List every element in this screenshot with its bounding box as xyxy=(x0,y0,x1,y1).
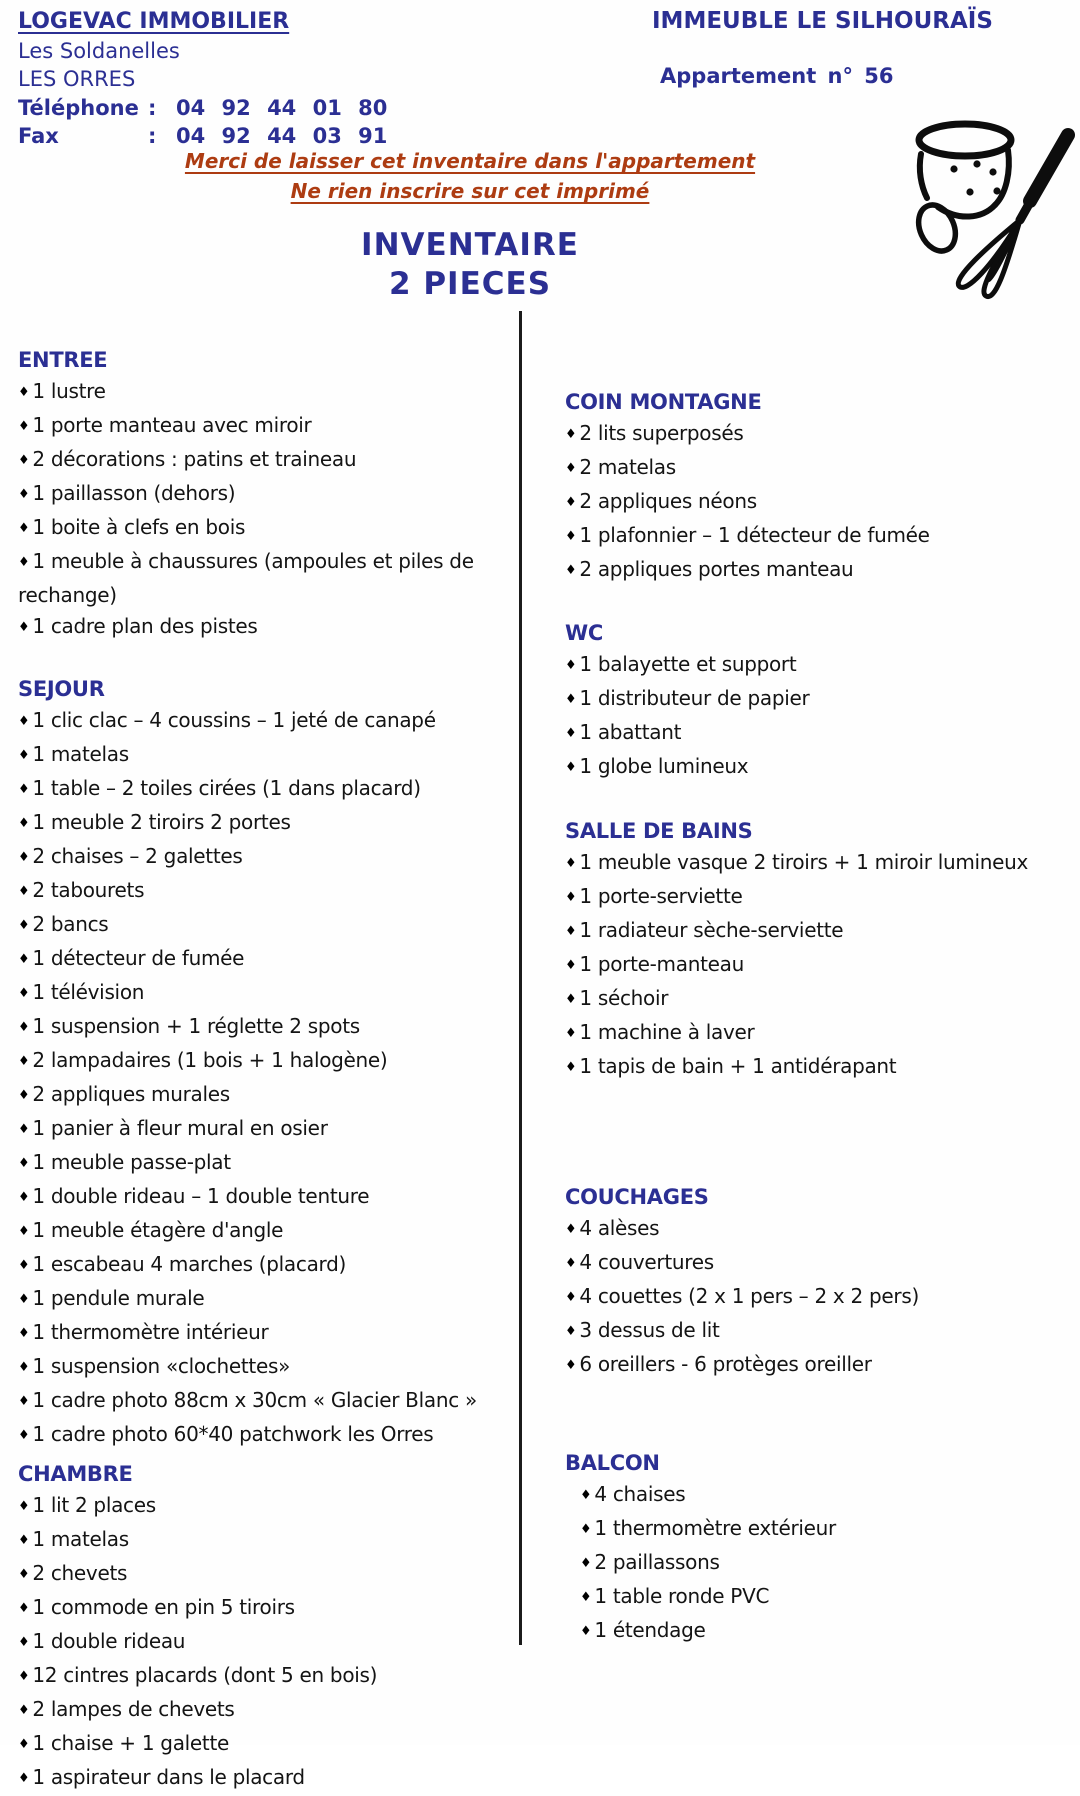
item-text: 1 lustre xyxy=(32,379,106,403)
section-couchages xyxy=(565,1182,1070,1383)
inventory-item xyxy=(565,949,1070,983)
item-text: 2 paillassons xyxy=(594,1550,720,1574)
item-text: 1 plafonnier – 1 détecteur de fumée xyxy=(579,523,930,547)
diamond-bullet-icon: ♦ xyxy=(565,1026,577,1041)
item-text: 1 distributeur de papier xyxy=(579,686,810,710)
diamond-bullet-icon: ♦ xyxy=(565,1358,577,1373)
item-text: 1 meuble étagère d'angle xyxy=(32,1218,284,1242)
diamond-bullet-icon: ♦ xyxy=(18,1156,30,1171)
item-text: 1 pendule murale xyxy=(32,1286,205,1310)
inventory-item xyxy=(565,751,1070,785)
diamond-bullet-icon: ♦ xyxy=(565,495,577,510)
diamond-bullet-icon: ♦ xyxy=(18,816,30,831)
inventory-item xyxy=(18,1181,518,1215)
diamond-bullet-icon: ♦ xyxy=(18,986,30,1001)
inventory-item xyxy=(565,418,1070,452)
item-text: 1 thermomètre intérieur xyxy=(32,1320,269,1344)
item-text: 1 double rideau – 1 double tenture xyxy=(32,1184,370,1208)
diamond-bullet-icon: ♦ xyxy=(565,856,577,871)
item-text: 1 table – 2 toiles cirées (1 dans placard) xyxy=(32,776,421,800)
diamond-bullet-icon: ♦ xyxy=(18,1703,30,1718)
notice-line-2: Ne rien inscrire sur cet imprimé xyxy=(290,179,650,203)
diamond-bullet-icon: ♦ xyxy=(565,563,577,578)
inventory-item xyxy=(565,1213,1070,1247)
diamond-bullet-icon: ♦ xyxy=(565,958,577,973)
notice-block xyxy=(0,146,940,206)
inventory-item xyxy=(18,1626,518,1660)
item-text: 1 paillasson (dehors) xyxy=(32,481,236,505)
diamond-bullet-icon: ♦ xyxy=(565,1222,577,1237)
residence-name: Les Soldanelles xyxy=(18,38,180,63)
diamond-bullet-icon: ♦ xyxy=(565,427,577,442)
item-text: 2 lits superposés xyxy=(579,421,744,445)
column-divider xyxy=(519,311,522,1645)
section-header-entree: ENTREE xyxy=(18,348,108,372)
city-name: LES ORRES xyxy=(18,67,136,91)
item-text: 2 décorations : patins et traineau xyxy=(32,447,357,471)
diamond-bullet-icon: ♦ xyxy=(18,1122,30,1137)
inventory-item xyxy=(18,1592,518,1626)
inventory-item xyxy=(565,520,1070,554)
diamond-bullet-icon: ♦ xyxy=(18,1292,30,1307)
diamond-bullet-icon: ♦ xyxy=(18,1771,30,1786)
diamond-bullet-icon: ♦ xyxy=(565,1324,577,1339)
diamond-bullet-icon: ♦ xyxy=(18,850,30,865)
inventory-item xyxy=(18,739,518,773)
inventory-item xyxy=(18,546,518,611)
item-text: 1 meuble passe-plat xyxy=(32,1150,231,1174)
inventory-item xyxy=(565,847,1070,881)
left-column xyxy=(18,345,518,1796)
item-text: 1 panier à fleur mural en osier xyxy=(32,1116,328,1140)
item-text: 1 meuble vasque 2 tiroirs + 1 miroir lumineux xyxy=(579,850,1029,874)
inventory-item xyxy=(565,983,1070,1017)
inventory-item xyxy=(565,1247,1070,1281)
inventory-item xyxy=(18,807,518,841)
item-text: 1 matelas xyxy=(32,742,129,766)
diamond-bullet-icon: ♦ xyxy=(565,726,577,741)
diamond-bullet-icon: ♦ xyxy=(565,1060,577,1075)
item-text: 4 chaises xyxy=(594,1482,686,1506)
diamond-bullet-icon: ♦ xyxy=(18,1669,30,1684)
section-header-salle-de-bains: SALLE DE BAINS xyxy=(565,819,753,843)
diamond-bullet-icon: ♦ xyxy=(565,760,577,775)
diamond-bullet-icon: ♦ xyxy=(18,782,30,797)
item-text: 1 tapis de bain + 1 antidérapant xyxy=(579,1054,897,1078)
diamond-bullet-icon: ♦ xyxy=(18,1054,30,1069)
inventory-item xyxy=(18,943,518,977)
inventory-item xyxy=(18,478,518,512)
item-text: 2 chevets xyxy=(32,1561,128,1585)
item-text: 1 meuble 2 tiroirs 2 portes xyxy=(32,810,291,834)
diamond-bullet-icon: ♦ xyxy=(580,1488,592,1503)
phone-row xyxy=(18,94,387,123)
diamond-bullet-icon: ♦ xyxy=(18,1258,30,1273)
inventory-item xyxy=(18,410,518,444)
diamond-bullet-icon: ♦ xyxy=(18,1326,30,1341)
inventory-item xyxy=(18,1283,518,1317)
diamond-bullet-icon: ♦ xyxy=(18,1737,30,1752)
item-text: 1 radiateur sèche-serviette xyxy=(579,918,844,942)
document-title-line1: INVENTAIRE xyxy=(361,227,579,263)
item-text: 6 oreillers - 6 protèges oreiller xyxy=(579,1352,872,1376)
item-text: 1 porte manteau avec miroir xyxy=(32,413,312,437)
diamond-bullet-icon: ♦ xyxy=(18,714,30,729)
item-text: 2 lampadaires (1 bois + 1 halogène) xyxy=(32,1048,388,1072)
item-text: 2 matelas xyxy=(579,455,676,479)
diamond-bullet-icon: ♦ xyxy=(18,918,30,933)
section-sejour xyxy=(18,674,518,1453)
inventory-item xyxy=(18,1762,518,1796)
diamond-bullet-icon: ♦ xyxy=(565,890,577,905)
diamond-bullet-icon: ♦ xyxy=(18,1360,30,1375)
diamond-bullet-icon: ♦ xyxy=(18,1601,30,1616)
diamond-bullet-icon: ♦ xyxy=(18,1428,30,1443)
diamond-bullet-icon: ♦ xyxy=(565,1256,577,1271)
inventory-item xyxy=(565,1615,1070,1649)
diamond-bullet-icon: ♦ xyxy=(565,1290,577,1305)
inventory-item xyxy=(18,1215,518,1249)
inventory-item xyxy=(565,649,1070,683)
apartment-number: Appartement n° 56 xyxy=(660,64,894,88)
inventory-item xyxy=(18,1419,518,1453)
item-text: 1 chaise + 1 galette xyxy=(32,1731,230,1755)
inventory-item xyxy=(18,1351,518,1385)
item-text: 2 chaises – 2 galettes xyxy=(32,844,243,868)
inventory-item xyxy=(565,1581,1070,1615)
item-text: 1 table ronde PVC xyxy=(594,1584,770,1608)
inventory-item xyxy=(18,444,518,478)
item-text: 1 thermomètre extérieur xyxy=(594,1516,836,1540)
inventory-item xyxy=(565,881,1070,915)
agency-header-block xyxy=(18,8,387,151)
inventory-item xyxy=(18,1079,518,1113)
item-text: 1 détecteur de fumée xyxy=(32,946,245,970)
inventory-item xyxy=(565,1513,1070,1547)
inventory-item xyxy=(18,1660,518,1694)
diamond-bullet-icon: ♦ xyxy=(18,952,30,967)
inventory-item xyxy=(565,554,1070,588)
item-text: 1 cadre plan des pistes xyxy=(32,614,258,638)
diamond-bullet-icon: ♦ xyxy=(18,1020,30,1035)
item-text: 2 appliques murales xyxy=(32,1082,230,1106)
inventory-item xyxy=(565,1547,1070,1581)
diamond-bullet-icon: ♦ xyxy=(18,1635,30,1650)
inventory-item xyxy=(18,1045,518,1079)
diamond-bullet-icon: ♦ xyxy=(18,1567,30,1582)
inventory-item xyxy=(18,705,518,739)
item-text: 1 commode en pin 5 tiroirs xyxy=(32,1595,295,1619)
inventory-item xyxy=(18,1317,518,1351)
document-title xyxy=(0,226,940,304)
inventory-item xyxy=(18,1011,518,1045)
fax-colon: : xyxy=(148,124,157,148)
diamond-bullet-icon: ♦ xyxy=(580,1624,592,1639)
diamond-bullet-icon: ♦ xyxy=(565,461,577,476)
inventory-item xyxy=(565,1051,1070,1085)
item-text: 1 télévision xyxy=(32,980,145,1004)
item-text: 1 lit 2 places xyxy=(32,1493,156,1517)
inventory-item xyxy=(18,1147,518,1181)
diamond-bullet-icon: ♦ xyxy=(18,1533,30,1548)
item-text: 1 clic clac – 4 coussins – 1 jeté de canapé xyxy=(32,708,436,732)
inventory-item xyxy=(18,1558,518,1592)
section-coin-montagne xyxy=(565,387,1070,588)
diamond-bullet-icon: ♦ xyxy=(18,555,30,570)
item-text: 1 porte-manteau xyxy=(579,952,744,976)
item-text: 1 porte-serviette xyxy=(579,884,743,908)
inventory-item xyxy=(18,611,518,645)
diamond-bullet-icon: ♦ xyxy=(18,453,30,468)
inventory-item xyxy=(18,909,518,943)
item-text: 4 alèses xyxy=(579,1216,660,1240)
inventory-item xyxy=(565,486,1070,520)
item-text: 1 meuble à chaussures (ampoules et piles de rechange) xyxy=(18,549,474,607)
diamond-bullet-icon: ♦ xyxy=(565,992,577,1007)
inventory-item xyxy=(18,875,518,909)
section-header-couchages: COUCHAGES xyxy=(565,1185,709,1209)
item-text: 1 globe lumineux xyxy=(579,754,749,778)
item-text: 1 suspension + 1 réglette 2 spots xyxy=(32,1014,360,1038)
item-text: 4 couettes (2 x 1 pers – 2 x 2 pers) xyxy=(579,1284,919,1308)
item-text: 2 appliques néons xyxy=(579,489,757,513)
item-text: 1 boite à clefs en bois xyxy=(32,515,246,539)
diamond-bullet-icon: ♦ xyxy=(18,419,30,434)
inventory-item xyxy=(565,1281,1070,1315)
inventory-item xyxy=(18,1113,518,1147)
inventory-item xyxy=(565,717,1070,751)
diamond-bullet-icon: ♦ xyxy=(580,1590,592,1605)
item-text: 2 appliques portes manteau xyxy=(579,557,854,581)
section-entree xyxy=(18,345,518,645)
inventory-item xyxy=(565,1315,1070,1349)
item-text: 1 cadre photo 60*40 patchwork les Orres xyxy=(32,1422,434,1446)
inventory-item xyxy=(18,841,518,875)
diamond-bullet-icon: ♦ xyxy=(565,529,577,544)
item-text: 1 étendage xyxy=(594,1618,706,1642)
notice-line-1: Merci de laisser cet inventaire dans l'appartement xyxy=(184,149,756,173)
section-header-sejour: SEJOUR xyxy=(18,677,105,701)
item-text: 1 aspirateur dans le placard xyxy=(32,1765,305,1789)
fax-number: 04 92 44 03 91 xyxy=(176,124,388,148)
item-text: 1 balayette et support xyxy=(579,652,797,676)
diamond-bullet-icon: ♦ xyxy=(18,1088,30,1103)
inventory-item xyxy=(565,452,1070,486)
diamond-bullet-icon: ♦ xyxy=(18,1190,30,1205)
item-text: 1 abattant xyxy=(579,720,682,744)
inventory-item xyxy=(18,1249,518,1283)
item-text: 1 cadre photo 88cm x 30cm « Glacier Blanc » xyxy=(32,1388,477,1412)
diamond-bullet-icon: ♦ xyxy=(18,1499,30,1514)
diamond-bullet-icon: ♦ xyxy=(18,487,30,502)
inventory-item xyxy=(18,1524,518,1558)
document-title-line2: 2 PIECES xyxy=(388,266,552,302)
inventory-item xyxy=(18,376,518,410)
diamond-bullet-icon: ♦ xyxy=(18,1394,30,1409)
inventory-item xyxy=(565,915,1070,949)
building-name: IMMEUBLE LE SILHOURAÏS xyxy=(652,8,993,34)
diamond-bullet-icon: ♦ xyxy=(18,1224,30,1239)
item-text: 1 machine à laver xyxy=(579,1020,755,1044)
diamond-bullet-icon: ♦ xyxy=(565,924,577,939)
inventory-item xyxy=(565,683,1070,717)
inventory-item xyxy=(18,1385,518,1419)
inventory-item xyxy=(565,1349,1070,1383)
diamond-bullet-icon: ♦ xyxy=(18,521,30,536)
diamond-bullet-icon: ♦ xyxy=(18,620,30,635)
item-text: 3 dessus de lit xyxy=(579,1318,720,1342)
item-text: 1 suspension «clochettes» xyxy=(32,1354,291,1378)
fax-label: Fax xyxy=(18,124,59,148)
item-text: 12 cintres placards (dont 5 en bois) xyxy=(32,1663,378,1687)
section-header-wc: WC xyxy=(565,621,603,645)
item-text: 2 lampes de chevets xyxy=(32,1697,235,1721)
inventory-item xyxy=(18,977,518,1011)
section-chambre xyxy=(18,1459,518,1796)
item-text: 1 séchoir xyxy=(579,986,669,1010)
phone-label: Téléphone xyxy=(18,95,139,120)
right-column xyxy=(565,345,1070,1649)
diamond-bullet-icon: ♦ xyxy=(565,692,577,707)
section-header-balcon: BALCON xyxy=(565,1451,660,1475)
item-text: 1 matelas xyxy=(32,1527,129,1551)
diamond-bullet-icon: ♦ xyxy=(18,748,30,763)
agency-name: LOGEVAC IMMOBILIER xyxy=(18,9,290,34)
inventory-item xyxy=(18,512,518,546)
diamond-bullet-icon: ♦ xyxy=(18,385,30,400)
item-text: 2 bancs xyxy=(32,912,109,936)
phone-colon: : xyxy=(148,95,157,120)
inventory-item xyxy=(565,1017,1070,1051)
diamond-bullet-icon: ♦ xyxy=(18,884,30,899)
inventory-item xyxy=(18,1728,518,1762)
item-text: 1 escabeau 4 marches (placard) xyxy=(32,1252,346,1276)
section-header-chambre: CHAMBRE xyxy=(18,1462,133,1486)
section-wc xyxy=(565,618,1070,785)
diamond-bullet-icon: ♦ xyxy=(565,658,577,673)
inventory-item xyxy=(565,1479,1070,1513)
diamond-bullet-icon: ♦ xyxy=(580,1522,592,1537)
item-text: 4 couvertures xyxy=(579,1250,714,1274)
phone-number: 04 92 44 01 80 xyxy=(176,95,388,120)
section-header-coin-montagne: COIN MONTAGNE xyxy=(565,390,762,414)
inventory-item xyxy=(18,773,518,807)
inventory-item xyxy=(18,1490,518,1524)
diamond-bullet-icon: ♦ xyxy=(580,1556,592,1571)
item-text: 2 tabourets xyxy=(32,878,145,902)
item-text: 1 double rideau xyxy=(32,1629,186,1653)
section-salle-de-bains xyxy=(565,816,1070,1085)
inventory-item xyxy=(18,1694,518,1728)
section-balcon xyxy=(565,1448,1070,1649)
